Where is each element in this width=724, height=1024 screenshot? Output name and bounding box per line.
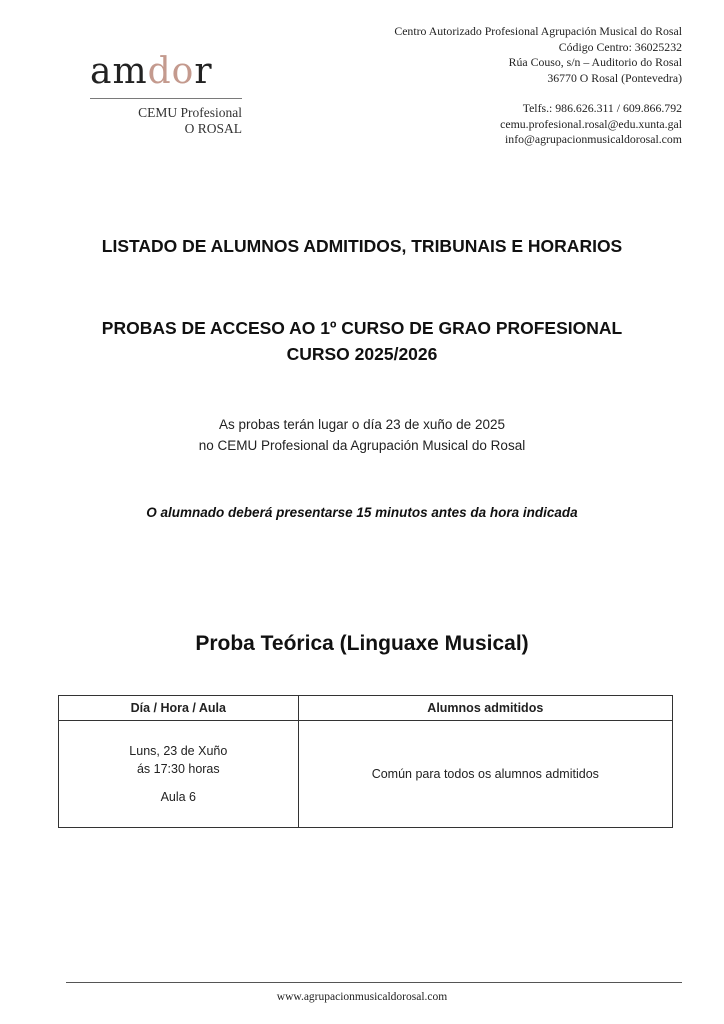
schedule-cell <box>59 721 299 828</box>
subtitle-line2: CURSO 2025/2026 <box>286 344 438 364</box>
logo-mark-accent: do <box>147 51 195 92</box>
address-spacer <box>394 86 682 101</box>
section-title: Proba Teórica (Linguaxe Musical) <box>195 632 529 655</box>
logo-subtitle <box>90 105 242 137</box>
table-header-cell: Día / Hora / Aula <box>59 696 299 721</box>
email-line: info@agrupacionmusicaldorosal.com <box>505 132 682 146</box>
exam-location-line: no CEMU Profesional da Agrupación Musical do Rosal <box>198 438 526 453</box>
footer-website: www.agrupacionmusicaldorosal.com <box>276 991 448 1003</box>
logo-mark-prefix: am <box>90 51 148 92</box>
footer-divider <box>66 982 682 983</box>
logo-subtitle-line2: O ROSAL <box>184 121 242 136</box>
address-line: Rúa Couso, s/n – Auditorio do Rosal <box>508 55 682 69</box>
table-header-row <box>59 696 673 721</box>
admitted-students-cell: Común para todos os alumnos admitidos <box>298 721 672 828</box>
schedule-room: Aula 6 <box>160 790 197 804</box>
table-row <box>59 721 673 828</box>
logo-subtitle-line1: CEMU Profesional <box>138 105 242 120</box>
exam-date-line: As probas terán lugar o día 23 de xuño de 2025 <box>219 417 505 432</box>
logo <box>90 52 240 137</box>
address-line: Código Centro: 36025232 <box>558 39 682 54</box>
exam-info <box>0 414 724 456</box>
page-title: LISTADO DE ALUMNOS ADMITIDOS, TRIBUNAIS E HORARIOS <box>101 236 623 256</box>
center-address-block <box>394 24 682 148</box>
phone-line: Telfs.: 986.626.311 / 609.866.792 <box>522 101 682 115</box>
logo-divider <box>90 98 242 99</box>
schedule-time: ás 17:30 horas <box>136 762 220 776</box>
schedule-table <box>58 695 673 828</box>
email-line: cemu.profesional.rosal@edu.xunta.gal <box>500 116 682 131</box>
page-subtitle <box>0 315 724 367</box>
schedule-day: Luns, 23 de Xuño <box>129 744 228 758</box>
address-line: Centro Autorizado Profesional Agrupación Musical do Rosal <box>394 24 682 38</box>
arrival-notice: O alumnado deberá presentarse 15 minutos antes da hora indicada <box>146 505 578 520</box>
address-line: 36770 O Rosal (Pontevedra) <box>547 70 682 85</box>
subtitle-line1: PROBAS DE ACCESO AO 1º CURSO DE GRAO PROFESIONAL <box>101 318 623 338</box>
logo-mark-suffix: r <box>194 51 213 92</box>
logo-wordmark <box>90 52 240 92</box>
table-header-cell: Alumnos admitidos <box>298 696 672 721</box>
